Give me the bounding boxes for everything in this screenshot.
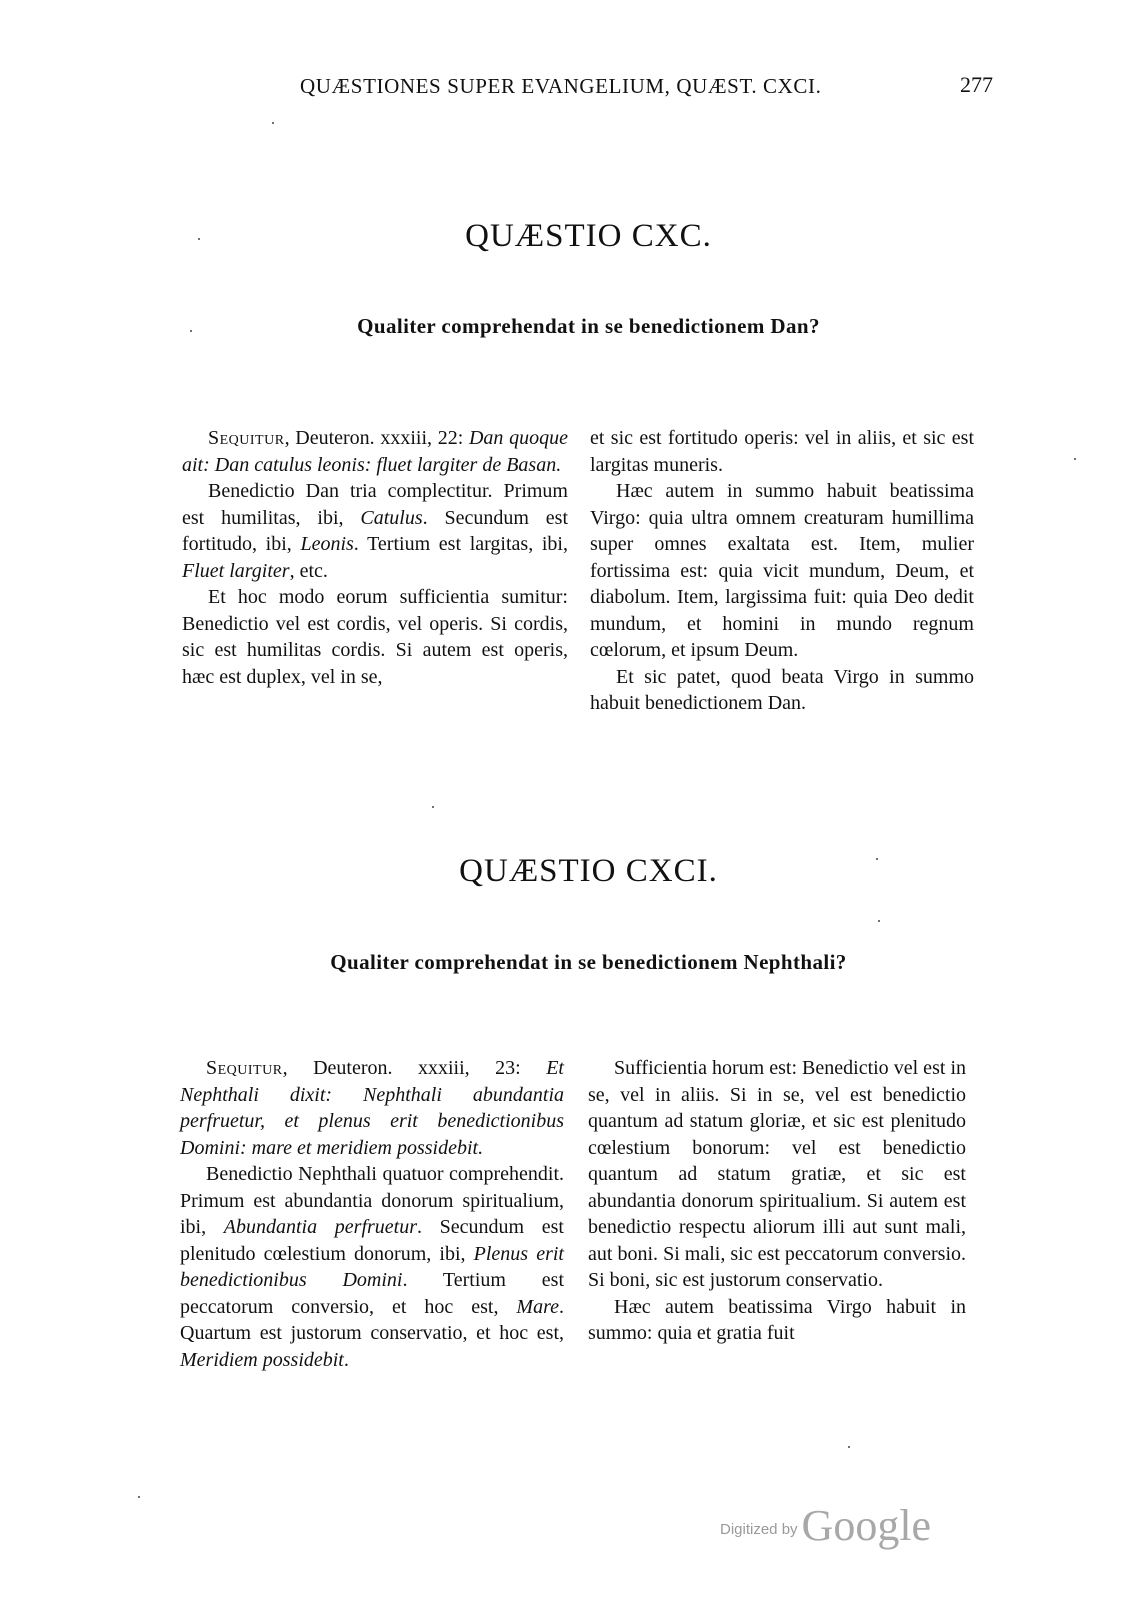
- question-191-subtitle: Qualiter comprehendat in se benedictionem Nephthali?: [330, 950, 847, 974]
- google-logo: Google: [801, 1501, 932, 1550]
- paragraph: [182, 425, 568, 478]
- paragraph: Hæc autem beatissima Virgo habuit in summo: quia et gratia fuit: [588, 1295, 966, 1344]
- paragraph: Et sic patet, quod beata Virgo in summo habuit benedictionem Dan.: [590, 665, 974, 714]
- paragraph: Sufficientia horum est: Benedictio vel est in se, vel in aliis. Si in se, vel est benedictio quantum ad statum gloriæ, et sic est plenitudo cœlestium bonorum: vel est benedictio quantum ad statum gratiæ, et sic est abundantia donorum spiritualium. Si autem est benedictio respectu aliorum illi aut sunt mali, aut boni. Si mali, sic est peccatorum conversio. Si boni, sic est justorum conservatio.: [588, 1057, 966, 1291]
- text-run: . Secundum est plenitudo cœlestium donorum, ibi,: [180, 1216, 564, 1265]
- paragraph: et sic est fortitudo operis: vel in aliis, et sic est largitas muneris.: [590, 427, 974, 476]
- running-head: QUÆSTIONES SUPER EVANGELIUM, QUÆST. CXCI.: [300, 74, 822, 98]
- text-run: , Deuteron. xxxiii, 22:: [284, 427, 469, 449]
- question-190-title: QUÆSTIO CXC.: [465, 218, 712, 254]
- scan-speck: [878, 920, 880, 922]
- text-run: . Tertium est largitas, ibi,: [353, 533, 568, 555]
- page-number: 277: [960, 72, 993, 97]
- scan-speck: [876, 858, 878, 860]
- text-run: Benedictio Nephthali quatuor comprehendit. Primum est abundantia donorum spiritualium, ibi,: [180, 1163, 564, 1238]
- scan-speck: [1074, 458, 1076, 460]
- question-190-left-column: [182, 425, 568, 690]
- text-run: . Quartum est justorum conservatio, et hoc est,: [180, 1295, 564, 1344]
- text-run: . Secundum est fortitudo, ibi,: [182, 506, 569, 555]
- incipit: Sequitur: [206, 1057, 283, 1079]
- text-run: , etc.: [289, 559, 328, 582]
- scan-speck: [138, 1496, 140, 1498]
- quote-term: Fluet largiter: [182, 559, 290, 582]
- quote-term: Leonis: [300, 533, 354, 555]
- text-run: .: [343, 1348, 349, 1371]
- scan-speck: [848, 1446, 850, 1448]
- quote-term: Catulus: [360, 506, 423, 529]
- paragraph: [180, 1055, 564, 1161]
- scan-speck: [198, 238, 200, 240]
- question-191-left-column: [180, 1055, 564, 1373]
- scan-speck: [190, 330, 192, 332]
- paragraph: [182, 478, 568, 584]
- scan-speck: [432, 806, 434, 808]
- scripture-quote: Et Nephthali dixit: Nephthali abundantia perfruetur, et plenus erit benedictionibus Domini: mare et meridiem possidebit.: [180, 1057, 564, 1159]
- scripture-quote: Dan quoque ait: Dan catulus leonis: fluet largiter de Basan.: [182, 427, 568, 476]
- text-run: , Deuteron. xxxiii, 23:: [282, 1057, 547, 1079]
- scan-speck: [272, 122, 274, 124]
- digitized-watermark: [720, 1500, 931, 1551]
- paragraph: [180, 1161, 564, 1373]
- question-190-subtitle: Qualiter comprehendat in se benedictionem Dan?: [357, 314, 820, 338]
- text-run: . Tertium est peccatorum conversio, et hoc est,: [180, 1269, 564, 1318]
- paragraph: Hæc autem in summo habuit beatissima Virgo: quia ultra omnem creaturam humillima super omnes exaltata est. Item, mulier fortissima est: quia vicit mundum, Deum, et diabolum. Item, largissima fuit: quia Deo dedit mundum, et homini in mundo regnum cœlorum, et ipsum Deum.: [590, 480, 974, 661]
- quote-term: Abundantia perfruetur: [223, 1216, 417, 1238]
- digitized-label: Digitized by: [720, 1521, 798, 1538]
- quote-term: Meridiem possidebit: [180, 1348, 344, 1371]
- quote-term: Mare: [516, 1295, 559, 1318]
- paragraph: Et hoc modo eorum sufficientia sumitur: Benedictio vel est cordis, vel operis. Si cordis, sic est humilitas cordis. Si autem est operis, hæc est duplex, vel in se,: [182, 586, 568, 688]
- question-191-title: QUÆSTIO CXCI.: [459, 853, 718, 889]
- incipit: Sequitur: [208, 427, 285, 449]
- question-191-right-column: [588, 1055, 966, 1347]
- quote-term: Plenus erit benedictionibus Domini: [180, 1242, 564, 1291]
- question-190-right-column: [590, 425, 974, 717]
- text-run: Benedictio Dan tria complectitur. Primum est humilitas, ibi,: [182, 480, 568, 529]
